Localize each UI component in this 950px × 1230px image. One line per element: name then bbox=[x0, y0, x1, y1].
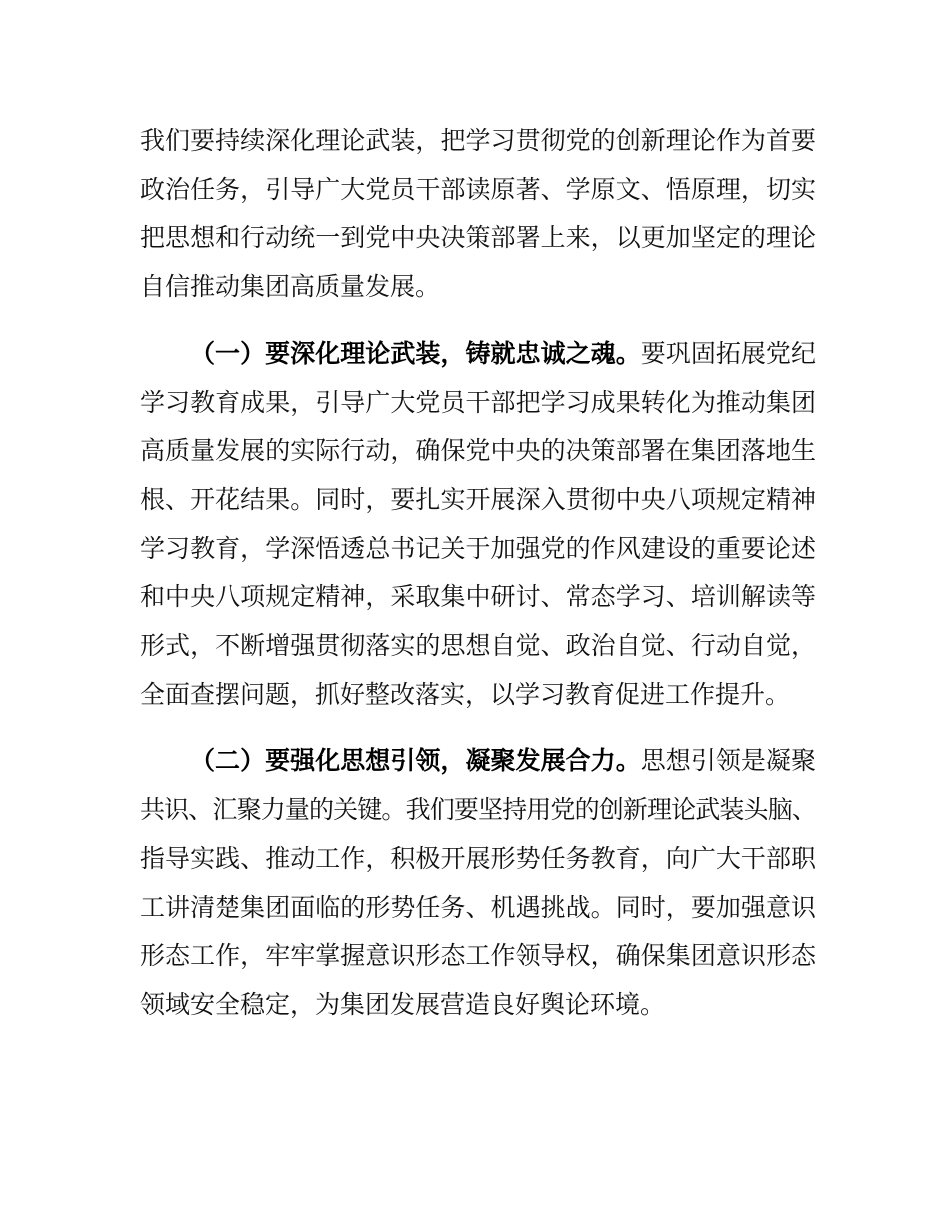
section-heading-text: （二）要强化思想引领，凝聚发展合力。 bbox=[190, 747, 641, 776]
body-text: 全面查摆问题，抓好整改落实，以学习教育促进工作提升。 bbox=[140, 681, 791, 709]
paragraph-2-line-5 bbox=[140, 526, 816, 575]
body-text: 自信推动集团高质量发展。 bbox=[140, 274, 441, 302]
body-text: 形态工作，牢牢掌握意识形态工作领导权，确保集团意识形态 bbox=[140, 943, 816, 971]
paragraph-2-line-1 bbox=[140, 330, 816, 380]
paragraph-1-line-1 bbox=[140, 118, 816, 167]
body-text: 把思想和行动统一到党中央决策部署上来，以更加坚定的理论 bbox=[140, 225, 816, 253]
body-text: 学习教育，学深悟透总书记关于加强党的作风建设的重要论述 bbox=[140, 535, 816, 563]
paragraph-3-line-6 bbox=[140, 982, 816, 1031]
body-text: 领域安全稳定，为集团发展营造良好舆论环境。 bbox=[140, 991, 666, 1019]
paragraph-3-line-5 bbox=[140, 933, 816, 982]
body-text: 形式，不断增强贯彻落实的思想自觉、政治自觉、行动自觉， bbox=[140, 633, 816, 661]
paragraph-2-line-3 bbox=[140, 428, 816, 477]
body-text: 指导实践、推动工作，积极开展形势任务教育，向广大干部职 bbox=[140, 845, 816, 873]
paragraph-3-line-4 bbox=[140, 885, 816, 934]
document-body bbox=[140, 118, 816, 1031]
body-text: 我们要持续深化理论武装，把学习贯彻党的创新理论作为首要 bbox=[140, 128, 816, 155]
paragraph-1-line-2 bbox=[140, 167, 816, 216]
paragraph-2-line-8 bbox=[140, 672, 816, 721]
body-text: 工讲清楚集团面临的形势任务、机遇挑战。同时，要加强意识 bbox=[140, 894, 816, 922]
paragraph-3-line-1 bbox=[140, 737, 816, 787]
section-heading-text: （一）要深化理论武装，铸就忠诚之魂。 bbox=[190, 339, 641, 368]
body-text: 共识、汇聚力量的关键。我们要坚持用党的创新理论武装头脑、 bbox=[140, 797, 816, 825]
body-text: 和中央八项规定精神，采取集中研讨、常态学习、培训解读等 bbox=[140, 584, 816, 612]
paragraph-2-line-6 bbox=[140, 574, 816, 623]
paragraph-2-line-4 bbox=[140, 477, 816, 526]
paragraph-2 bbox=[140, 330, 816, 721]
paragraph-1-line-4 bbox=[140, 264, 816, 313]
paragraph-2-line-2 bbox=[140, 380, 816, 429]
body-text: 政治任务，引导广大党员干部读原著、学原文、悟原理，切实 bbox=[140, 176, 816, 204]
body-text: 思想引领是凝聚 bbox=[640, 748, 816, 776]
body-text: 要巩固拓展党纪 bbox=[640, 340, 816, 368]
body-text: 高质量发展的实际行动，确保党中央的决策部署在集团落地生 bbox=[140, 438, 816, 466]
paragraph-3 bbox=[140, 737, 816, 1030]
paragraph-3-line-3 bbox=[140, 836, 816, 885]
paragraph-1 bbox=[140, 118, 816, 313]
paragraph-1-line-3 bbox=[140, 215, 816, 264]
paragraph-3-line-2 bbox=[140, 787, 816, 836]
paragraph-2-line-7 bbox=[140, 623, 816, 672]
body-text: 学习教育成果，引导广大党员干部把学习成果转化为推动集团 bbox=[140, 389, 816, 417]
body-text: 根、开花结果。同时，要扎实开展深入贯彻中央八项规定精神 bbox=[140, 486, 816, 514]
